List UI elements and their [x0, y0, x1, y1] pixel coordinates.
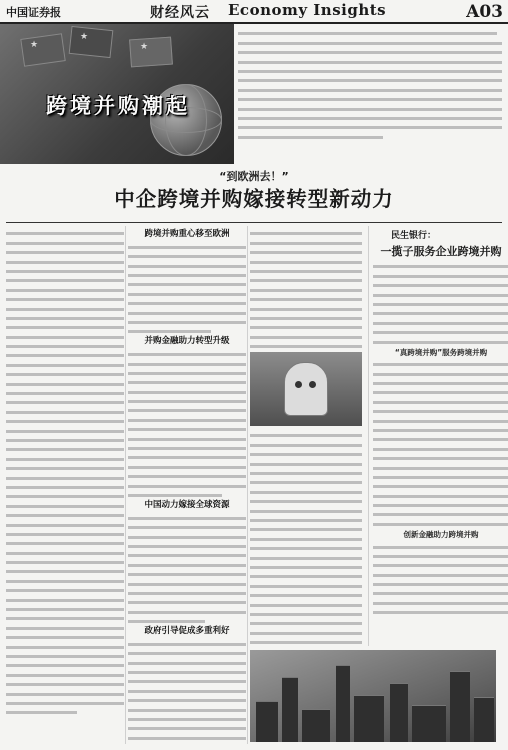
banner-image: [0, 24, 234, 164]
flag-illustration: [20, 33, 65, 67]
lede-box: [238, 26, 502, 158]
building: [336, 665, 350, 742]
flag-illustration: [69, 26, 114, 58]
article-column-1: [6, 226, 124, 746]
banner-title: 跨境并购潮起: [46, 94, 190, 118]
sidebar-kicker: 民生银行：: [391, 231, 437, 241]
skyline-photo: [250, 650, 496, 742]
paragraph: [128, 353, 246, 497]
building: [474, 697, 494, 742]
masthead: [0, 0, 508, 24]
building: [354, 695, 384, 742]
subhead: 跨境并购重心移至欧洲: [144, 229, 230, 239]
page-number: A03: [466, 2, 503, 22]
column-rule: [125, 226, 126, 744]
building: [256, 701, 278, 742]
sidebar-title: 一揽子服务企业跨境并购: [380, 245, 502, 258]
divider: [6, 222, 502, 223]
paragraph: [6, 232, 124, 714]
paper-name: 中国证券报: [6, 6, 61, 19]
building: [412, 705, 446, 742]
article-kicker: “到欧洲去！”: [219, 170, 289, 183]
building: [302, 709, 330, 742]
robot-illustration: [284, 362, 328, 416]
article-headline: 中企跨境并购嫁接转型新动力: [114, 187, 394, 211]
sidebar-text: [373, 265, 508, 614]
sidebar-subhead: “真跨境并购”服务跨境并购: [394, 347, 488, 357]
star-icon: ★: [140, 42, 149, 52]
section-name: 财经风云: [150, 5, 210, 21]
star-icon: ★: [80, 32, 89, 42]
paragraph: [128, 246, 246, 334]
building: [282, 677, 298, 742]
robot-photo: [250, 352, 362, 426]
sidebar-article: [368, 226, 508, 646]
star-icon: ★: [30, 40, 39, 50]
building: [450, 671, 470, 742]
subhead: 并购金融助力转型升级: [144, 336, 230, 347]
robot-eye: [295, 381, 302, 388]
building: [390, 683, 408, 742]
sidebar-subhead: 创新金融助力跨境并购: [403, 529, 479, 539]
subhead: 中国动力嫁接全球资源: [144, 499, 230, 510]
article-column-2: [128, 226, 246, 746]
column-rule: [247, 226, 248, 744]
section-english-name: Economy Insights: [228, 1, 387, 19]
flag-illustration: [129, 37, 173, 68]
paragraph: [128, 643, 246, 746]
subhead: 政府引导促成多重利好: [144, 626, 230, 637]
paragraph: [128, 517, 246, 623]
robot-eye: [309, 381, 316, 388]
paragraph: [250, 232, 362, 348]
